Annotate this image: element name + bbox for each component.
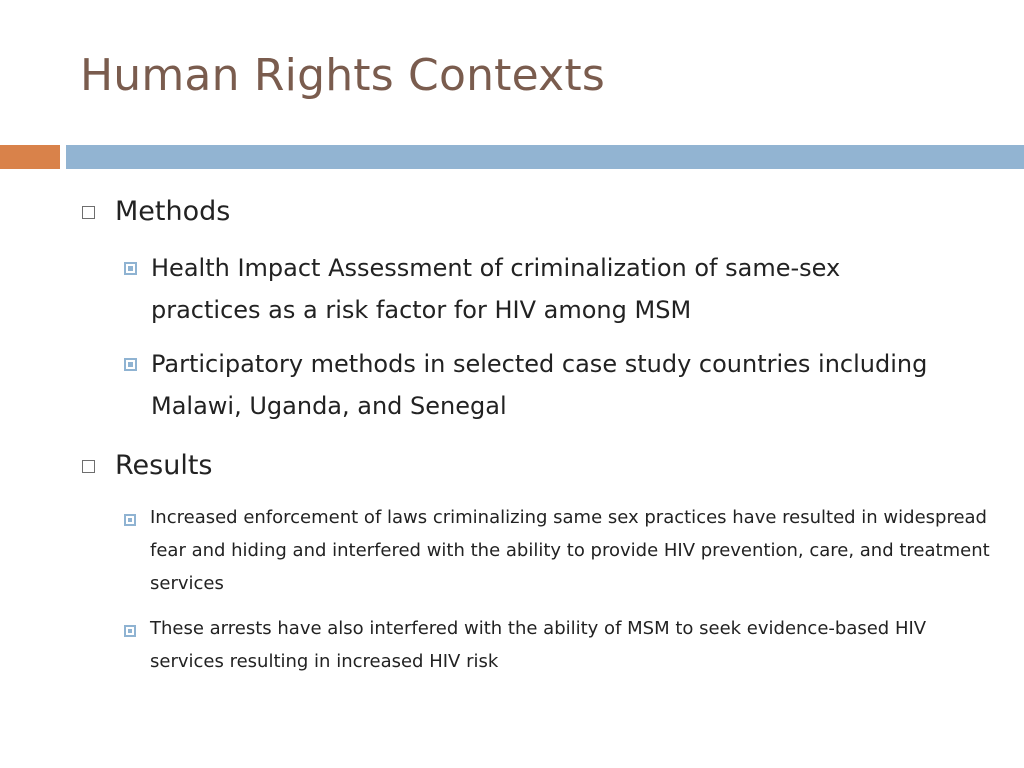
square-bullet-icon <box>124 625 136 637</box>
square-bullet-icon <box>124 514 136 526</box>
sub-bullet-text: Increased enforcement of laws criminalizing same sex practices have resulted in widespread fear and hiding and interfered with the ability to provide HIV prevention, care, and treatment services <box>150 507 990 594</box>
section-heading: Methods <box>115 196 231 227</box>
square-bullet-icon <box>124 262 137 275</box>
sub-bullet-item <box>124 253 951 331</box>
slide-title: Human Rights Contexts <box>80 50 605 101</box>
hollow-square-bullet-icon <box>82 460 95 473</box>
sub-bullet-item <box>124 508 990 600</box>
sub-bullet-text: Participatory methods in selected case study countries including Malawi, Uganda, and Senegal <box>151 350 928 420</box>
sub-bullet-text: These arrests have also interfered with the ability of MSM to seek evidence-based HIV services resulting in increased HIV risk <box>150 618 927 672</box>
square-bullet-icon <box>124 358 137 371</box>
sub-bullet-item <box>124 349 951 427</box>
sub-bullet-text: Health Impact Assessment of criminalization of same-sex practices as a risk factor for HIV among MSM <box>151 254 841 324</box>
bullet-results <box>82 450 213 482</box>
section-heading: Results <box>115 450 213 481</box>
bullet-methods <box>82 196 230 228</box>
hollow-square-bullet-icon <box>82 206 95 219</box>
sub-bullet-item <box>124 619 990 678</box>
